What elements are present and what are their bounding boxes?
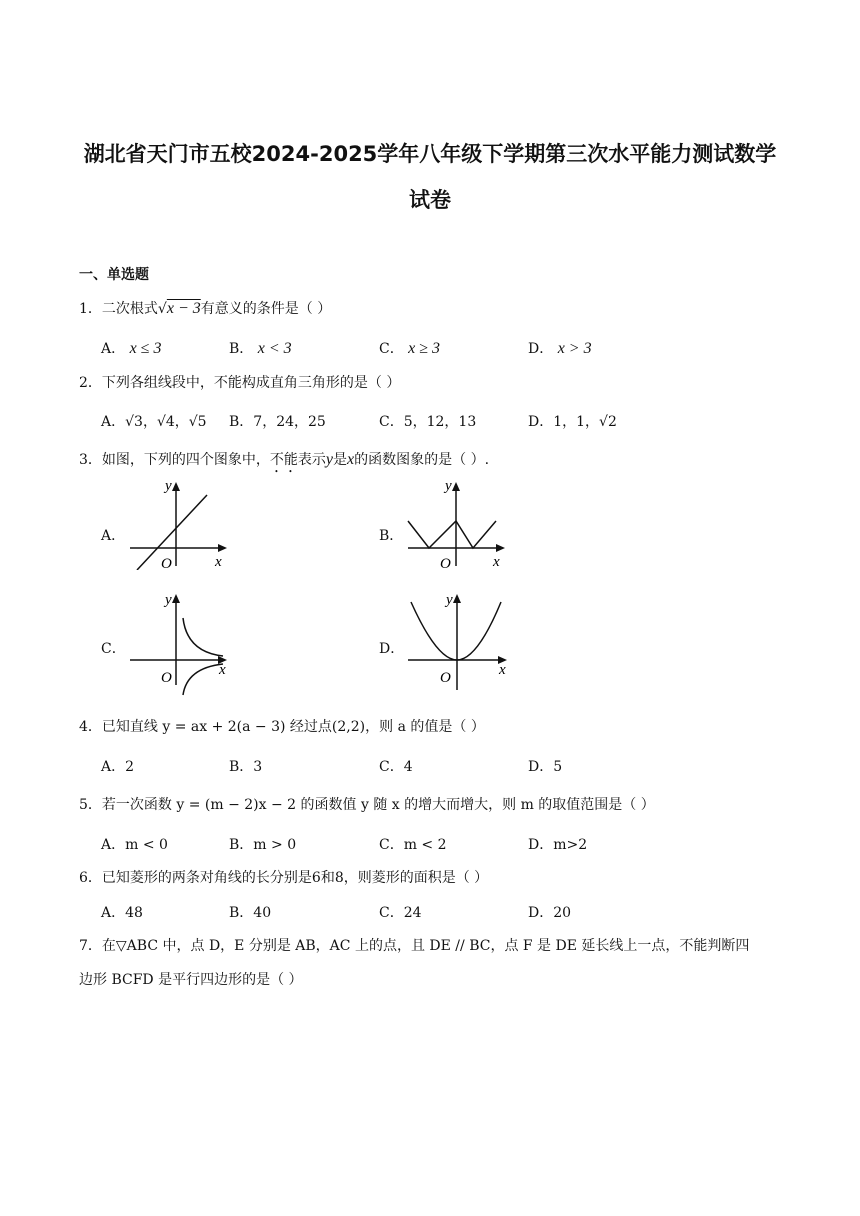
axis-y-label: y — [165, 478, 172, 494]
q3-graph-d-label: D． — [379, 641, 405, 657]
svg-text:y: y — [165, 592, 172, 608]
question-6-stem: 6．已知菱形的两条对角线的长分别是6和8，则菱形的面积是（ ） — [79, 870, 489, 886]
q2-option-c: C．5，12，13 — [379, 414, 477, 430]
q4-option-a: A．2 — [101, 759, 135, 775]
q6-option-c: C．24 — [379, 905, 422, 921]
svg-text:x: x — [499, 662, 506, 678]
question-4-stem: 4．已知直线 y = ax + 2(a − 3) 经过点(2,2)，则 a 的值是（ ） — [79, 719, 485, 735]
question-3-stem: 3．如图，下列的四个图象中，不能表示y是x的函数图象的是（ ）. — [79, 451, 490, 468]
svg-text:y: y — [446, 592, 453, 608]
q5-option-c: C．m < 2 — [379, 837, 447, 853]
q2-option-d: D．1，1，√2 — [528, 414, 617, 430]
radicand: x − 3 — [166, 300, 201, 317]
graph-c-hyperbola — [125, 590, 235, 700]
q2-option-b: B．7，24，25 — [229, 414, 326, 430]
question-5-stem: 5．若一次函数 y = (m − 2)x − 2 的函数值 y 随 x 的增大而增大，则 m 的取值范围是（ ） — [79, 797, 655, 813]
q4-option-c: C．4 — [379, 759, 413, 775]
q3-graph-c-label: C． — [101, 641, 126, 657]
q2-option-a: A．√3，√4，√5 — [101, 414, 207, 430]
document-title-line1: 湖北省天门市五校2024-2025学年八年级下学期第三次水平能力测试数学 — [83, 142, 777, 166]
svg-text:y: y — [445, 478, 452, 494]
axis-x-label: x — [215, 554, 222, 570]
q1-option-b: B． x < 3 — [229, 340, 292, 357]
q6-option-d: D．20 — [528, 905, 572, 921]
section-heading: 一、单选题 — [79, 267, 149, 283]
graph-b-zigzag — [403, 478, 513, 570]
q5-option-d: D．m>2 — [528, 837, 588, 853]
q4-option-d: D．5 — [528, 759, 563, 775]
origin-label: O — [161, 556, 172, 570]
q5-option-a: A．m < 0 — [101, 837, 168, 853]
q5-option-b: B．m > 0 — [229, 837, 297, 853]
q1-option-a: A． x ≤ 3 — [101, 340, 162, 357]
q4-option-b: B．3 — [229, 759, 263, 775]
q6-option-a: A．48 — [101, 905, 143, 921]
q3-graph-b-label: B． — [379, 528, 404, 544]
document-title-line2: 试卷 — [409, 188, 451, 212]
question-7-line1: 7．在▽ABC 中，点 D，E 分别是 AB，AC 上的点，且 DE // BC，点 F 是 DE 延长线上一点，不能判断四 — [79, 938, 750, 954]
q3-graph-a-label: A． — [101, 528, 126, 544]
svg-text:x: x — [493, 554, 500, 570]
svg-text:O: O — [440, 670, 451, 686]
svg-text:O: O — [440, 556, 451, 570]
svg-text:O: O — [161, 670, 172, 686]
q6-option-b: B．40 — [229, 905, 272, 921]
q1-option-c: C． x ≥ 3 — [379, 340, 441, 357]
graph-d-parabola — [403, 590, 515, 700]
graph-a-linear — [125, 478, 235, 570]
question-2-stem: 2．下列各组线段中，不能构成直角三角形的是（ ） — [79, 375, 401, 391]
svg-text:x: x — [219, 662, 226, 678]
radical-sign: √ — [157, 301, 167, 317]
question-7-line2: 边形 BCFD 是平行四边形的是（ ） — [79, 972, 303, 988]
q1-option-d: D． x > 3 — [528, 340, 592, 357]
question-1-stem: 1．二次根式√x − 3有意义的条件是（ ） — [79, 300, 332, 317]
emphasis-text: 不能 — [269, 452, 298, 468]
